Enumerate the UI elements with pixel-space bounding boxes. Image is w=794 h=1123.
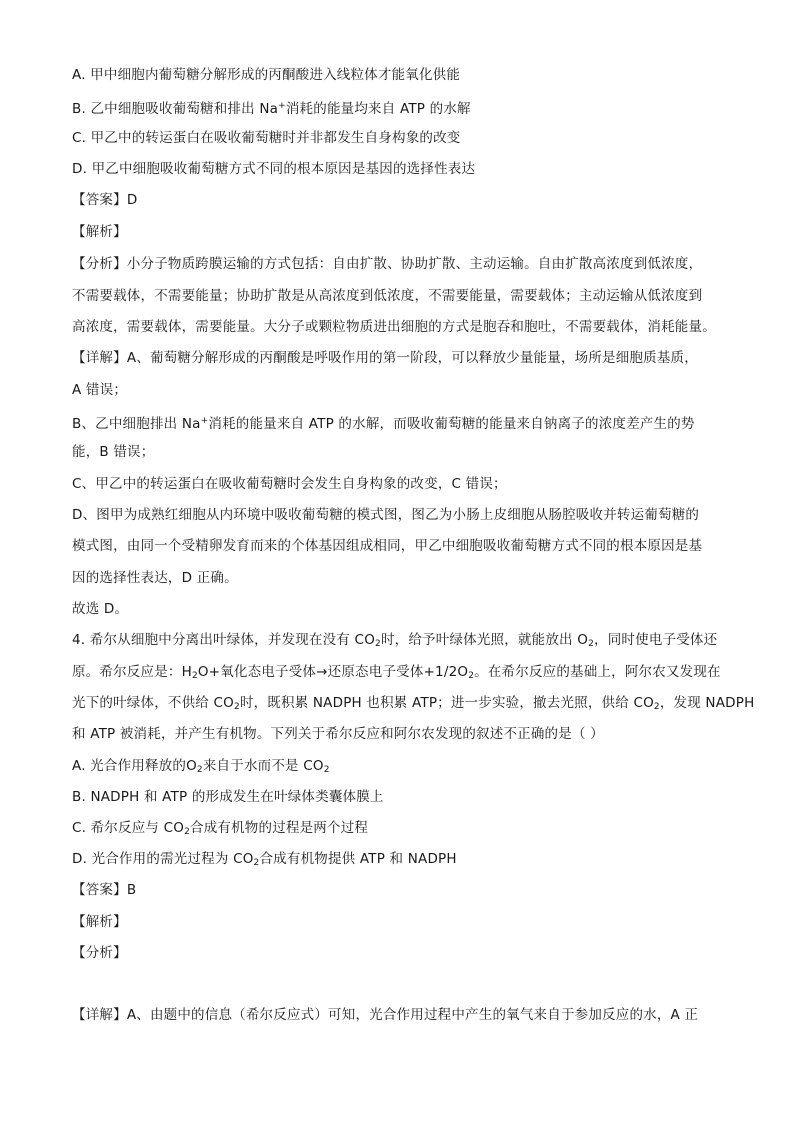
q4-answer [72, 880, 732, 900]
q4-l1-sub1: 2 [375, 639, 381, 649]
q4-answer-value: B [126, 882, 137, 898]
q3-detail-a-2: A 错误； [72, 382, 128, 398]
q3-option-b-sup: + [278, 101, 286, 111]
q4-l3-sub1: 2 [233, 702, 240, 712]
q4-stem-line-2 [72, 662, 732, 686]
q3-option-a: A. 甲中细胞内葡萄糖分解形成的丙酮酸进入线粒体才能氧化供能 [72, 67, 461, 83]
q4-l1-a: 4. 希尔从细胞中分离出叶绿体，并发现在没有 CO [72, 632, 376, 648]
q4-option-c-sub: 2 [184, 827, 190, 837]
q3-answer [72, 190, 732, 210]
q3-detail-d-1: D、图甲为成熟红细胞从内环境中吸收葡萄糖的模式图，图乙为小肠上皮细胞从肠腔吸收并转运葡萄糖的 [72, 507, 700, 523]
q4-detail-a: A、由题中的信息（希尔反应式）可知，光合作用过程中产生的氧气来自于参加反应的水，A 正 [126, 1007, 699, 1023]
q4-option-d-post: 合成有机物提供 ATP 和 NADPH [259, 851, 457, 867]
q4-option-a-pre: A. 光合作用释放的O [72, 758, 197, 774]
q4-l2-c: O+氧化态电子受体→还原态电子受体+1/2O [197, 664, 469, 680]
q4-l3-e: ，发现 NADPH [659, 695, 755, 711]
q3-conclusion: 故选 D。 [72, 601, 129, 617]
q4-l2-a: 原。希尔反应是：H [72, 664, 192, 680]
q4-stem-line-4: 和 ATP 被消耗，并产生有机物。下列关于希尔反应和阿尔农发现的叙述不正确的是（ ） [72, 726, 604, 742]
q4-l3-sub2: 2 [653, 702, 660, 712]
q3-fenxi-tag: 【分析】 [72, 256, 127, 272]
q3-detail-line-1 [72, 348, 732, 368]
q4-answer-tag: 【答案】 [72, 882, 127, 898]
q4-l1-e: ，同时使电子受体还 [594, 632, 718, 648]
q3-answer-tag: 【答案】 [72, 192, 127, 208]
q3-fenxi-line-3: 高浓度，需要载体，需要能量。大分子或颗粒物质进出细胞的方式是胞吞和胞吐，不需要载体，消耗能量。 [72, 319, 716, 335]
q4-l3-c: 时，既积累 NADPH 也积累 ATP；进一步实验，撤去光照，供给 CO [239, 695, 654, 711]
q4-option-c [72, 818, 732, 842]
q4-option-a-sub: 2 [196, 765, 203, 775]
q3-option-b [72, 96, 732, 119]
q3-fenxi-text-1: 小分子物质跨膜运输的方式包括：自由扩散、协助扩散、主动运输。自由扩散高浓度到低浓度， [126, 256, 703, 272]
q4-l1-c: 时，给予叶绿体光照，就能放出 O [380, 632, 589, 648]
q4-l2-sub2: 2 [468, 671, 475, 681]
q3-detail-c: C、甲乙中的转运蛋白在吸收葡萄糖时会发生自身构象的改变，C 错误； [72, 476, 507, 492]
q4-fenxi-tag: 【分析】 [72, 945, 127, 961]
q4-option-d [72, 849, 732, 873]
q4-option-a-mid: 来自于水而不是 CO [202, 758, 324, 774]
q3-option-b-pre: B. 乙中细胞吸收葡萄糖和排出 Na [72, 101, 279, 117]
q3-detail-d-2: 模式图，由同一个受精卵发育而来的个体基因组成相同，甲乙中细胞吸收葡萄糖方式不同的根本原因是基 [72, 538, 703, 554]
q3-detail-b-1 [72, 411, 732, 434]
q4-l2-e: 。在希尔反应的基础上，阿尔农又发现在 [474, 664, 721, 680]
q3-detail-b-1-sup: + [200, 416, 209, 426]
q4-analysis-tag: 【解析】 [72, 914, 127, 930]
q3-option-b-post: 消耗的能量均来自 ATP 的水解 [285, 101, 471, 117]
q3-detail-b-2: 能，B 错误； [72, 444, 155, 460]
q3-detail-d-3: 因的选择性表达，D 正确。 [72, 570, 238, 586]
q3-option-d: D. 甲乙中细胞吸收葡萄糖方式不同的根本原因是基因的选择性表达 [72, 161, 476, 177]
q4-option-d-pre: D. 光合作用的需光过程为 CO [72, 851, 254, 867]
q4-option-d-sub: 2 [253, 858, 260, 868]
q4-stem-line-1 [72, 630, 732, 654]
q4-option-a [72, 756, 732, 780]
q4-option-c-pre: C. 希尔反应与 CO [72, 820, 185, 836]
q4-l3-a: 光下的叶绿体，不供给 CO [72, 695, 234, 711]
q4-detail-tag: 【详解】 [72, 1007, 127, 1023]
q4-detail-line-1 [72, 1005, 732, 1025]
q4-l2-sub1: 2 [191, 671, 198, 681]
q4-option-b: B. NADPH 和 ATP 的形成发生在叶绿体类囊体膜上 [72, 789, 384, 805]
q3-detail-b-1-pre: B、乙中细胞排出 Na [72, 416, 201, 432]
q4-option-c-post: 合成有机物的过程是两个过程 [190, 820, 369, 836]
q3-detail-b-1-post: 消耗的能量来自 ATP 的水解，而吸收葡萄糖的能量来自钠离子的浓度差产生的势 [208, 416, 695, 432]
q3-detail-a-1: A、葡萄糖分解形成的丙酮酸是呼吸作用的第一阶段，可以释放少量能量，场所是细胞质基质， [126, 350, 698, 366]
q3-fenxi-line-2: 不需要载体，不需要能量；协助扩散是从高浓度到低浓度，不需要能量，需要载体；主动运输从低浓度到 [72, 288, 703, 304]
q3-answer-value: D [126, 192, 138, 208]
q4-l1-sub2: 2 [588, 639, 595, 649]
q3-analysis-tag: 【解析】 [72, 224, 127, 240]
q3-detail-tag: 【详解】 [72, 350, 127, 366]
q4-option-a-sub2: 2 [323, 765, 330, 775]
q3-option-c: C. 甲乙中的转运蛋白在吸收葡萄糖时并非都发生自身构象的改变 [72, 130, 461, 146]
q3-fenxi-line-1 [72, 254, 732, 274]
q4-stem-line-3 [72, 693, 755, 717]
